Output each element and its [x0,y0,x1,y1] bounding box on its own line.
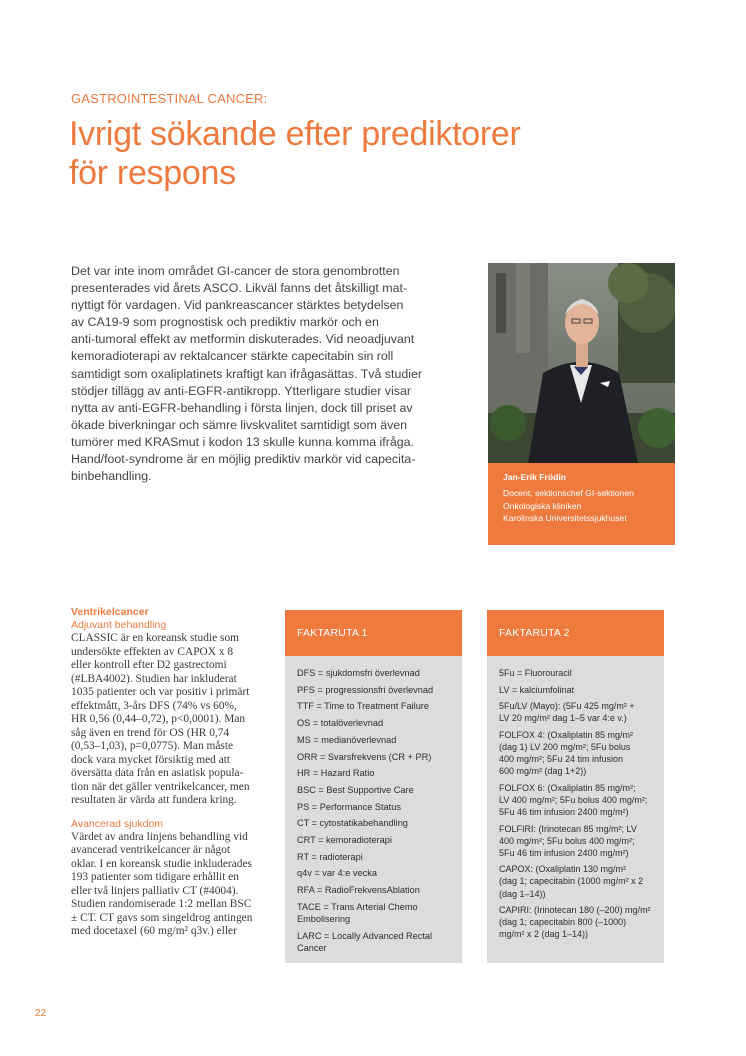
section-kicker: GASTROINTESTINAL CANCER: [71,91,268,106]
factbox-item [297,884,454,896]
factbox-item-line: 5Fu 46 tim infusion 2400 mg/m²) [499,847,629,858]
factbox-item-line: (dag 1; capecitabin 800 (–1000) [499,917,627,928]
text-line: anti-tumoral effekt av metformin diskuterades. Vid neoadjuvant [71,332,415,347]
text-line: 193 patienter som tidigare erhållit en [71,871,239,883]
body-paragraph [71,831,261,939]
factbox-item [297,930,454,954]
factbox-list [487,656,664,940]
text-line: Hand/foot-syndrome är en möjlig prediktiv markör vid capecita- [71,452,416,467]
text-line: (0,53–1,03), p=0,0775). Man måste [71,740,234,752]
subheading: Adjuvant behandling [71,619,167,631]
text-line: nytta av anti-EGFR-behandling i första linjen, dock till priset av [71,400,413,415]
factbox-item [297,867,454,879]
factbox-item [297,901,454,925]
factbox-item-line: mg/m² x 2 (dag 1–14)) [499,929,589,940]
factbox-item-line: RFA = RadioFrekvensAblation [297,885,420,896]
text-line: Studien randomiserade 1:2 mellan BSC [71,898,252,910]
factbox-item [499,904,656,940]
text-line: eller två linjers palliativ CT (#4004). [71,884,239,897]
text-line: med docetaxel (60 mg/m² q3v.) eller [71,925,237,937]
factbox-item-line: TACE = Trans Arterial Chemo [297,901,418,912]
factbox-item-line: BSC = Best Supportive Care [297,784,414,795]
factbox-item-line: FOLFOX 6: (Oxaliplatin 85 mg/m²; [499,782,636,793]
factbox-item-line: (dag 1; capecitabin (1000 mg/m² x 2 [499,876,644,887]
text-line: samtidigt som oxaliplatinets kraftigt kan ifrågasättas. Två studier [71,366,422,381]
factbox-item-line: 5Fu 46 tim infusion 2400 mg/m²) [499,806,629,817]
text-line: oklar. I en koreansk studie inkluderades [71,857,252,870]
factbox-item-line: ORR = Svarsfrekvens (CR + PR) [297,751,432,762]
factbox-item [297,784,454,796]
article-title [69,115,589,193]
factbox-item-line: 400 mg/m²; 5Fu 24 tim infusion [499,754,624,765]
factbox-list [285,656,462,954]
factbox-item [297,851,454,863]
factbox-item-line: q4v = var 4:e vecka [297,868,377,879]
text-line: presenterades vid årets ASCO. Likväl fanns det åtskilligt mat- [71,281,408,296]
factbox-item-line: DFS = sjukdomsfri överlevnad [297,668,420,678]
text-line: avancerad ventrikelcancer är något [71,844,231,856]
author-caption [488,463,675,545]
factbox-item-line: (dag 1) LV 200 mg/m²; 5Fu bolus [499,741,631,752]
factbox-item-line: CRT = kemoradioterapi [297,835,392,846]
text-line: Värdet av andra linjens behandling vid [71,830,248,843]
factbox-item-line: PS = Performance Status [297,801,401,812]
factbox-title: FAKTARUTA 1 [285,610,462,656]
factbox-item [297,684,454,696]
portrait-illustration [488,263,675,463]
body-paragraph [71,632,261,808]
author-portrait-photo [488,263,675,463]
text-line: kemoradioterapi av rektalcancer stärkte capecitabin sin roll [71,349,394,364]
factbox-1 [285,610,462,963]
text-line: ± CT. CT gavs som singeldrog antingen [71,911,253,924]
factbox-item-line: FOLFOX 4: (Oxaliplatin 85 mg/m² [499,729,634,740]
factbox-item-line: LV 20 mg/m² dag 1–5 var 4:e v.) [499,713,627,724]
title-line: Ivrigt sökande efter prediktorer [69,115,521,153]
factbox-item-line: 600 mg/m² (dag 1+2)) [499,766,587,777]
factbox-item-line: OS = totalöverlevnad [297,718,384,729]
text-line: stödjer tillägg av anti-EGFR-antikropp. Ytterligare studier visar [71,383,411,398]
factbox-item-line: PFS = progressionsfri överlevnad [297,684,434,695]
page-number: 22 [35,1008,47,1019]
article-column [71,606,261,939]
text-line: av CA19-9 som prognostisk och prediktiv markör och en [71,315,379,330]
text-line: resultaten är värda att fundera kring. [71,794,237,806]
factbox-item-line: 5Fu/LV (Mayo): (5Fu 425 mg/m² + [499,701,635,712]
text-line: såg även en trend för OS (HR 0,74 [71,726,230,739]
factbox-item-line: HR = Hazard Ratio [297,768,375,779]
factbox-item [499,823,656,859]
factbox-item [297,834,454,846]
text-line: CLASSIC är en koreansk studie som [71,632,239,644]
subheading: Avancerad sjukdom [71,817,164,830]
text-line: Det var inte inom området GI-cancer de stora genombrotten [71,264,400,278]
factbox-item [297,801,454,813]
author-role: Karolinska Universitetssjukhuset [503,513,627,524]
author-name: Jan-Erik Frödin [503,472,567,482]
factbox-item-line: TTF = Time to Treatment Failure [297,701,429,712]
author-role: Onkologiska kliniken [503,500,582,511]
factbox-item-line: RT = radioterapi [297,851,363,862]
factbox-item-line: LARC = Locally Advanced Rectal [297,930,433,941]
factbox-item [499,782,656,818]
factbox-item-line: FOLFIRI: (Irinotecan 85 mg/m²; LV [499,823,637,834]
factbox-item [297,734,454,746]
title-line: för respons [69,154,236,192]
text-line: tumörer med KRASmut i kodon 13 skulle kunna komma ifråga. [71,434,414,449]
factbox-item-line: MS = medianöverlevnad [297,734,397,745]
factbox-item-line: 400 mg/m²; 5Fu bolus 400 mg/m²; [499,835,635,846]
factbox-item [297,717,454,729]
factbox-2 [487,610,664,963]
lead-paragraph [71,263,471,485]
text-line: eller kontroll efter D2 gastrectomi [71,659,227,671]
factbox-item-line: CT = cytostatikabehandling [297,818,408,829]
factbox-item [297,767,454,779]
factbox-item-line: Embolisering [297,914,351,925]
factbox-item-line: CAPIRI: (Irinotecan 180 (–200) mg/m² [499,905,651,916]
factbox-item-line: (dag 1–14)) [499,888,546,899]
factbox-item [499,729,656,777]
text-line: tion när det gäller ventrikelcancer, men [71,780,250,793]
factbox-item [499,667,656,679]
text-line: dock vara mycket försiktig med att [71,753,231,766]
text-line: binbehandling. [71,469,152,484]
factbox-item [297,817,454,829]
factbox-item-line: 5Fu = Fluorouracil [499,668,572,678]
section-heading: Ventrikelcancer [71,606,149,618]
author-role: Docent, sektionschef GI-sektionen [503,488,634,498]
factbox-item [499,684,656,696]
factbox-item [297,700,454,712]
text-line: effektmått, 3-års DFS (74% vs 60%, [71,699,237,712]
factbox-item-line: Cancer [297,942,327,953]
factbox-item [499,700,656,724]
factbox-item-line: LV = kalciumfolinat [499,684,575,695]
factbox-item [297,667,454,679]
factbox-title: FAKTARUTA 2 [487,610,664,656]
text-line: HR 0,56 (0,44–0,72), p<0,0001). Man [71,713,246,725]
factbox-item [297,751,454,763]
text-line: 1035 patienter och var positiv i primärt [71,686,250,698]
text-line: nyttigt för vardagen. Vid pankreascancer stärktes betydelsen [71,298,404,313]
text-line: ökade biverkningar och sämre livskvalitet samtidigt som även [71,417,408,432]
factbox-item-line: LV 400 mg/m²; 5Fu bolus 400 mg/m²; [499,794,648,805]
text-line: undersökte effekten av CAPOX x 8 [71,645,234,658]
text-line: översätta data från en asiatisk popula- [71,767,244,779]
factbox-item-line: CAPOX: (Oxaliplatin 130 mg/m² [499,864,627,875]
text-line: (#LBA4002). Studien har inkluderat [71,672,237,685]
factbox-item [499,863,656,899]
